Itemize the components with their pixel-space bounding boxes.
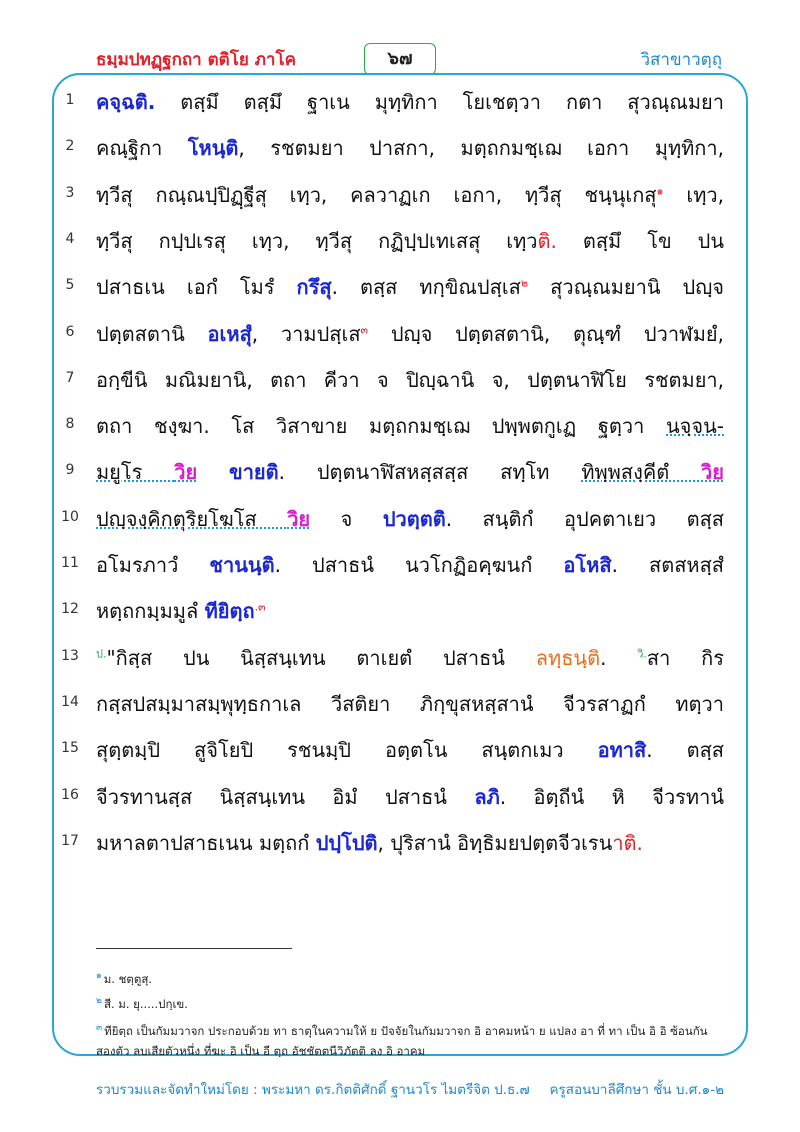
text-segment: ปสาธเน เอกํ โมรํ — [96, 275, 297, 299]
line-number: 6 — [65, 324, 75, 340]
page-footer — [96, 1078, 724, 1100]
text-segment: . ตสฺส ทกฺขิณปสฺเส — [331, 275, 521, 299]
text-segment: วิย — [174, 460, 198, 484]
text-segment: อกฺขีนิ มณิมยานิ, ตถา คีวา จ ปิญฺฉานิ จ, ปตฺตนาฬิโย รชตมยา, — [96, 368, 724, 392]
text-segment: สุตฺตมฺปิ สูจิโยปิ รชนมฺปิ อตฺตโน สนฺตกเมว — [96, 738, 598, 762]
text-segment: สุวณฺณมยานิ ปญฺจ — [528, 275, 724, 299]
line-number: 15 — [61, 740, 79, 756]
footnote-2-text: สี. ม. ยุ.....ปกฺเข. — [103, 996, 188, 1011]
footnote-separator — [96, 948, 292, 949]
text-segment: มหาลตาปสาธเนน มตฺถกํ — [96, 831, 316, 855]
text-segment: เทฺว, — [663, 183, 725, 207]
line-number: 17 — [61, 833, 79, 849]
text-segment: วิย — [287, 507, 311, 531]
footnote-2-mark: ๒ — [96, 996, 102, 1006]
text-segment: อเหสุํ — [207, 322, 252, 346]
text-segment: กรึสุ — [296, 275, 332, 299]
book-title: ธมฺมปทฏฺฐกถา ตติโย ภาโค — [96, 50, 296, 70]
text-line — [96, 595, 724, 627]
text-segment: ลภิ — [474, 785, 500, 809]
text-segment: . ปสาธนํ นวโกฏิอคฺฆนกํ — [274, 553, 564, 577]
text-segment: ทียิตฺถ — [204, 599, 255, 623]
text-segment: ขายติ — [229, 460, 279, 484]
footer-role: ครูสอนบาลีศึกษา ชั้น บ.ศ.๑-๒ — [549, 1082, 724, 1098]
text-segment: คจฺฉติ. — [96, 90, 156, 114]
footnote-3 — [96, 1018, 726, 1061]
text-segment: ตสฺมึ โข ปน — [556, 229, 724, 253]
footnote-3-text: ทียิตฺถ เป็นกัมมวาจก ประกอบด้วย ทา ธาตุในความให้ ย ปัจจัยในกัมมวาจก อิ อาคมหน้า ย แปลง อา ที่ ทา เป็น อิ อิ ซ้อนกันสองตัว ลบเสียตัวหนึ่ง ที่ฆะ อิ เป็น อี ตฺถ อัชชัตตนีวิภัตติ ลง อิ อาคม — [96, 1023, 708, 1058]
text-segment: ตถา ชงฺฆา. โส วิสาขาย มตฺถกมชฺเฌ ปพฺพตกูเฏ ฐตฺวา — [96, 414, 666, 438]
text-segment: ทฺวีสุ กณฺณปฺปิฏฺฐีสุ เทฺว, คลวาฏเก เอกา, ทฺวีสุ ชนฺนุเกสุ — [96, 183, 657, 207]
text-segment: . ปตฺตนาฬิสหสฺสสฺส สทฺโท — [278, 460, 582, 484]
text-segment: จีวรทานสฺส นิสฺสนฺเทน อิมํ ปสาธนํ — [96, 785, 475, 809]
footnote-1-text: ม. ชตฺตูสุ. — [103, 971, 153, 986]
line-number: 14 — [61, 694, 79, 710]
text-segment: อทาสิ — [597, 738, 647, 762]
text-segment — [197, 460, 229, 484]
text-segment: ชานนฺติ — [209, 553, 275, 577]
text-segment: ปญฺจงฺคิกตุริยโฆโส — [96, 507, 288, 531]
text-line — [96, 827, 724, 859]
text-line — [96, 503, 724, 535]
text-line — [96, 456, 724, 488]
text-line — [96, 132, 724, 164]
text-segment: ทิพฺพสงฺคีตํ — [581, 460, 702, 484]
footnote-1 — [96, 968, 726, 989]
text-line — [96, 549, 724, 581]
text-segment: , วามปสฺเส — [251, 322, 361, 346]
text-line — [96, 179, 724, 211]
line-number: 5 — [65, 277, 75, 293]
line-number: 7 — [65, 370, 75, 386]
text-segment: หตฺถกมฺมมูลํ — [96, 599, 205, 623]
line-number: 11 — [61, 555, 79, 571]
text-line — [96, 781, 724, 813]
text-segment: . สตสหสฺสํ — [611, 553, 725, 577]
text-segment: ลทฺธนฺติ — [535, 646, 601, 670]
text-segment: , ปุริสานํ อิทฺธิมยปตฺตจีวเรน — [377, 831, 613, 855]
footer-credit: รวบรวมและจัดทำใหม่โดย : พระมหา ดร.กิตติศักดิ์ ฐานวโร ไมตรีจิต ป.ธ.๗ — [96, 1082, 530, 1098]
line-number: 16 — [61, 787, 79, 803]
text-segment: สา กิร — [646, 646, 724, 670]
text-segment: กสฺสปสมฺมาสมฺพุทฺธกาเล วีสติยา ภิกฺขุสหสฺสานํ จีวรสาฏกํ ทตฺวา — [96, 692, 724, 716]
text-segment: , รชตมยา ปาสกา, มตฺถกมชฺเฌ เอกา มุทฺทิกา, — [238, 136, 725, 160]
text-segment: ปญฺจ ปตฺตสตานิ, ตุณฺฑํ ปวาฬมยํ, — [368, 322, 724, 346]
line-number: 4 — [65, 231, 75, 247]
text-segment: อโมรภาวํ — [96, 553, 210, 577]
text-line — [96, 86, 724, 118]
footnote-1-mark: ๑ — [96, 971, 102, 981]
footnote-3-mark: ๓ — [96, 1023, 103, 1033]
line-number: 9 — [65, 462, 75, 478]
text-line — [96, 688, 724, 720]
text-segment: มยูโร — [96, 460, 175, 484]
text-segment: วิย — [701, 460, 724, 484]
line-number: 1 — [65, 92, 75, 108]
text-segment: ปตฺตสตานิ — [96, 322, 208, 346]
text-line — [96, 271, 724, 303]
text-segment: "กิสฺส ปน นิสฺสนฺเทน ตาเยตํ ปสาธนํ — [106, 646, 536, 670]
line-number: 8 — [65, 416, 75, 432]
text-segment: โหนฺติ — [187, 136, 239, 160]
text-line — [96, 410, 724, 442]
line-number: 3 — [65, 185, 75, 201]
text-line — [96, 642, 724, 674]
text-segment: อโหสิ — [563, 553, 612, 577]
footnote-ref: ๓ — [360, 323, 369, 337]
text-segment: วิ. — [637, 647, 647, 661]
footnote-ref: .๓ — [254, 600, 266, 614]
footnote-ref: ๒ — [520, 276, 529, 290]
line-number: 12 — [61, 601, 79, 617]
text-segment: . ตสฺส — [646, 738, 724, 762]
section-title: วิสาขาวตฺถุ — [640, 50, 722, 70]
text-segment: ติ. — [537, 229, 557, 253]
text-segment: . อิตฺถีนํ หิ จีวรทานํ — [499, 785, 725, 809]
text-line — [96, 734, 724, 766]
line-number: 10 — [61, 509, 79, 525]
text-segment: ปวตฺตติ — [382, 507, 446, 531]
footnote-2 — [96, 993, 726, 1014]
text-segment: าติ. — [612, 831, 643, 855]
text-segment: นจฺจน- — [666, 414, 724, 438]
text-segment: ทฺวีสุ กปฺปเรสุ เทฺว, ทฺวีสุ กฏิปฺปเทเสสุ เทฺว — [96, 229, 538, 253]
text-line — [96, 318, 724, 350]
page-number-badge: ๖๗ — [364, 43, 436, 75]
text-segment: . — [600, 646, 638, 670]
text-segment: ปปฺโปติ — [315, 831, 378, 855]
text-segment: คณฺฐิกา — [96, 136, 188, 160]
line-number: 2 — [65, 138, 75, 154]
text-segment: ตสฺมึ ตสฺมึ ฐาเน มุทฺทิกา โยเชตฺวา กตา สุวณฺณมยา — [155, 90, 724, 114]
line-number: 13 — [61, 648, 79, 664]
footnote-ref: ๑ — [656, 184, 664, 198]
text-segment: จ — [310, 507, 383, 531]
text-line — [96, 364, 724, 396]
text-line — [96, 225, 724, 257]
text-segment: ป. — [96, 647, 107, 661]
text-segment: . สนฺติกํ อุปคตาเยว ตสฺส — [445, 507, 724, 531]
